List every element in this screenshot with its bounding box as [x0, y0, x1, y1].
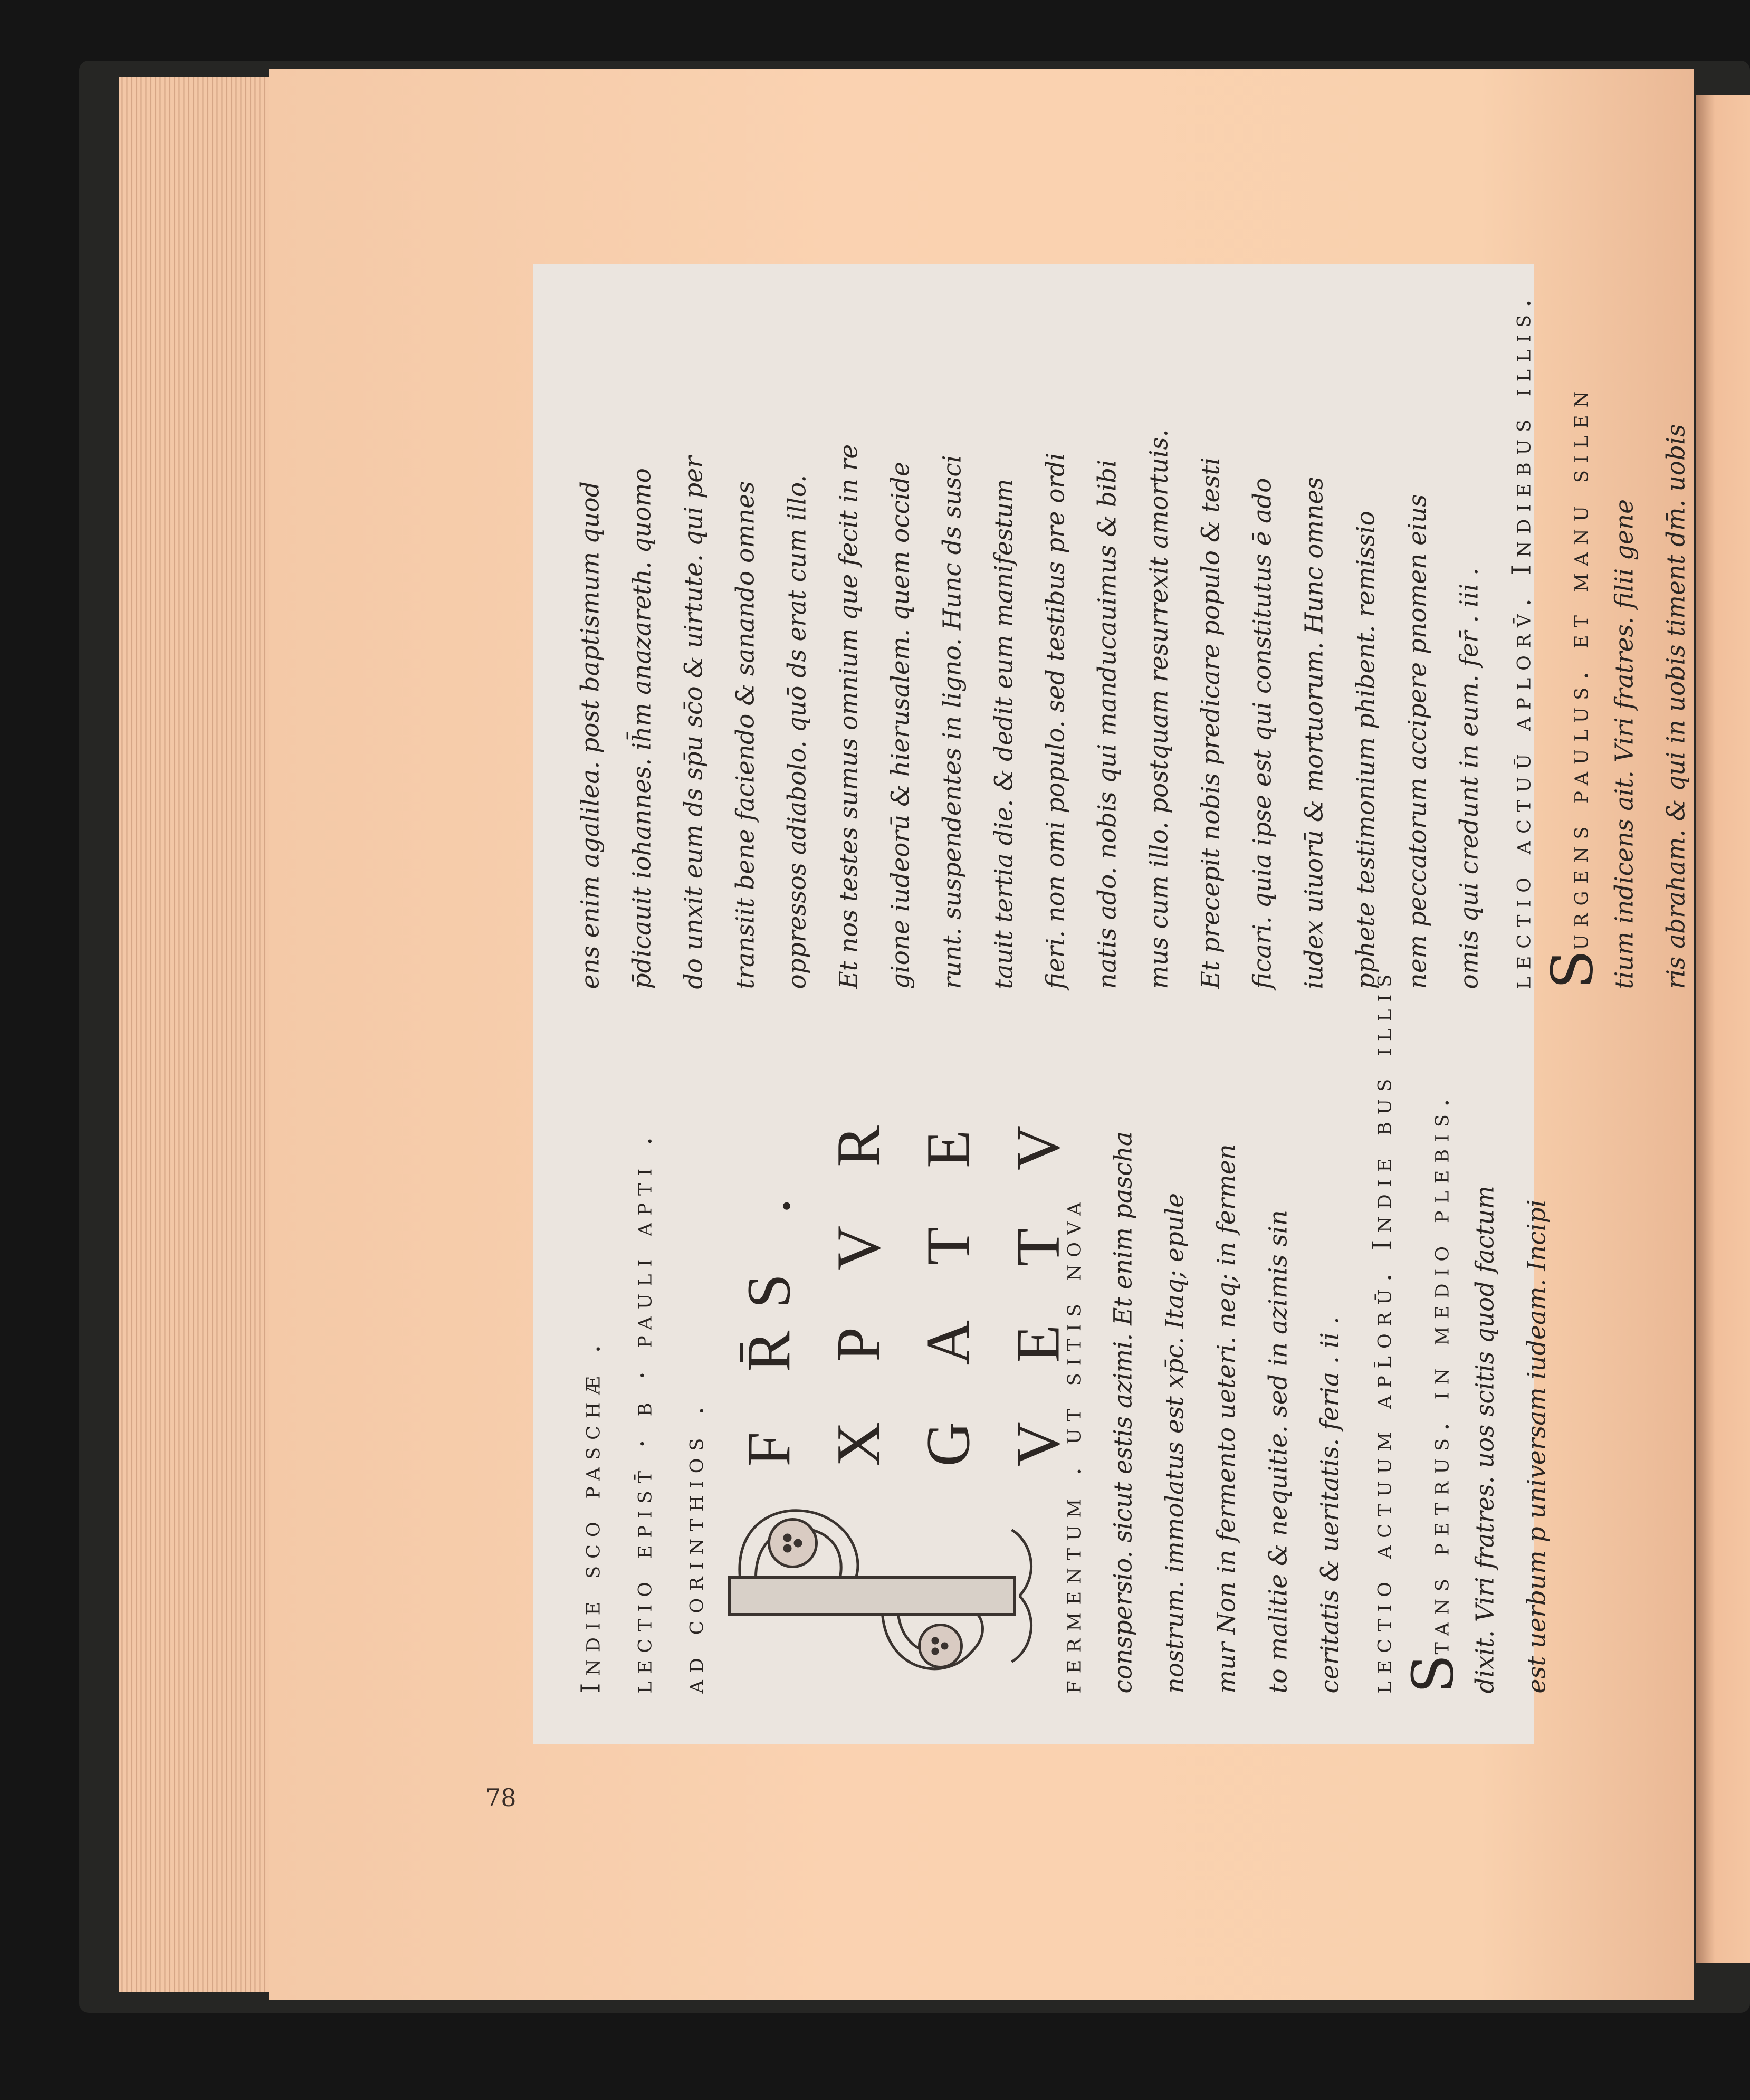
text-line: do unxit eum ds sp̄u sc̄o & uirtute. qui per: [679, 456, 709, 989]
text-line: runt. suspendentes in ligno. Hunc ds susci: [938, 455, 967, 989]
text-line: mus cum illo. postquam resurrexit amortuis.: [1144, 429, 1174, 989]
rubric-line: [1539, 303, 1606, 989]
line-text: tans petrus. in medio plebis.: [1424, 1091, 1455, 1655]
text-line: tium indicens ait. Viri fratres. filii gene: [1610, 499, 1639, 989]
text-line: iudex uiuorū & mortuorum. Hunc omnes: [1299, 476, 1329, 989]
text-line: transiit bene faciendo & sanando omnes: [731, 481, 760, 989]
text-line: natis ado. nobis qui manducauimus & bibi: [1093, 459, 1122, 989]
text-line: nem peccatorum accipere pnomen eius: [1403, 494, 1432, 989]
text-line: oppressos adiabolo. quō ds erat cum illo.: [782, 474, 812, 989]
text-line: nostrum. immolatus est xp̄c. Itaq; epule: [1160, 1193, 1190, 1694]
display-capitals-line: G A T E: [913, 1108, 983, 1467]
display-capitals-line: F R̄S .: [734, 1176, 804, 1467]
text-line: ris abraham. & qui in uobis timent dm̄. uobis: [1661, 424, 1691, 989]
rubric-line: ad corinthios .: [678, 1399, 710, 1694]
rubric-line: [1400, 1034, 1467, 1694]
right-body-text: [565, 292, 1703, 989]
text-line: est uerbum p universam iudeam. Incipi: [1522, 1199, 1552, 1694]
rubric-line: fermentum . ut sitis nova: [1056, 1195, 1087, 1694]
text-line: ficari. quia ipse est qui constitutus ē ado: [1248, 478, 1277, 989]
text-line: gione iudeorū & hierusalem. quem occide: [886, 462, 915, 989]
rubric-line: lectio actuū aplorv̄. Indiebus illis.: [1506, 292, 1537, 989]
text-line: omis qui credunt in eum. fer̄ . iii .: [1455, 567, 1484, 989]
display-capitals-line: X P V R: [824, 1103, 893, 1467]
drop-capital: S: [1400, 1654, 1467, 1694]
text-line: mur Non in fermento ueteri. neq; in fermen: [1212, 1144, 1241, 1694]
page-edges: [119, 77, 277, 1992]
rubric-line: lectio actuum apl̄orū. Indie bus illis: [1366, 967, 1398, 1694]
facing-page-edge: [1696, 95, 1750, 1963]
text-line: pphete testimonium phibent. remissio: [1351, 511, 1381, 989]
text-line: Et precepit nobis predicare populo & testi: [1196, 457, 1226, 989]
rubric-line: Indie sco paschæ .: [575, 1337, 606, 1694]
page-number: 78: [485, 1783, 517, 1812]
text-line: ens enim agalilea. post baptismum quod: [576, 481, 605, 989]
text-line: tauit tertia die. & dedit eum manifestum: [989, 479, 1019, 989]
display-capitals: [724, 1103, 1083, 1467]
rubric-line: lectio epist̄ · b · pauli apti .: [627, 1129, 658, 1694]
left-column: [565, 967, 1563, 1694]
text-line: ceritatis & ueritatis. feria . ii .: [1315, 1316, 1345, 1694]
text-line: conspersio. sicut estis azimi. Et enim pascha: [1108, 1131, 1138, 1694]
right-column: [565, 292, 1703, 989]
text-line: fieri. non omi populo. sed testibus pre ordi: [1041, 452, 1070, 989]
text-line: to malitie & nequitie. sed in azimis sin: [1264, 1210, 1293, 1694]
illuminated-initial-p: [724, 1493, 1020, 1694]
display-capitals-line: V E T V: [1003, 1103, 1073, 1467]
manuscript-plate: [533, 264, 1691, 1744]
text-line: Et nos testes sumus omnium que fecit in re: [834, 444, 864, 989]
text-line: p̄dicauit iohannes. ih̄m anazareth. quomo: [627, 468, 657, 989]
manuscript-text-rotated: [533, 264, 1691, 1744]
text-line: dixit. Viri fratres. uos scitis quod factum: [1470, 1186, 1500, 1694]
line-text: urgens paulus. et manu silen: [1563, 384, 1594, 950]
left-body-text: [1046, 967, 1563, 1694]
drop-capital: S: [1539, 950, 1606, 989]
